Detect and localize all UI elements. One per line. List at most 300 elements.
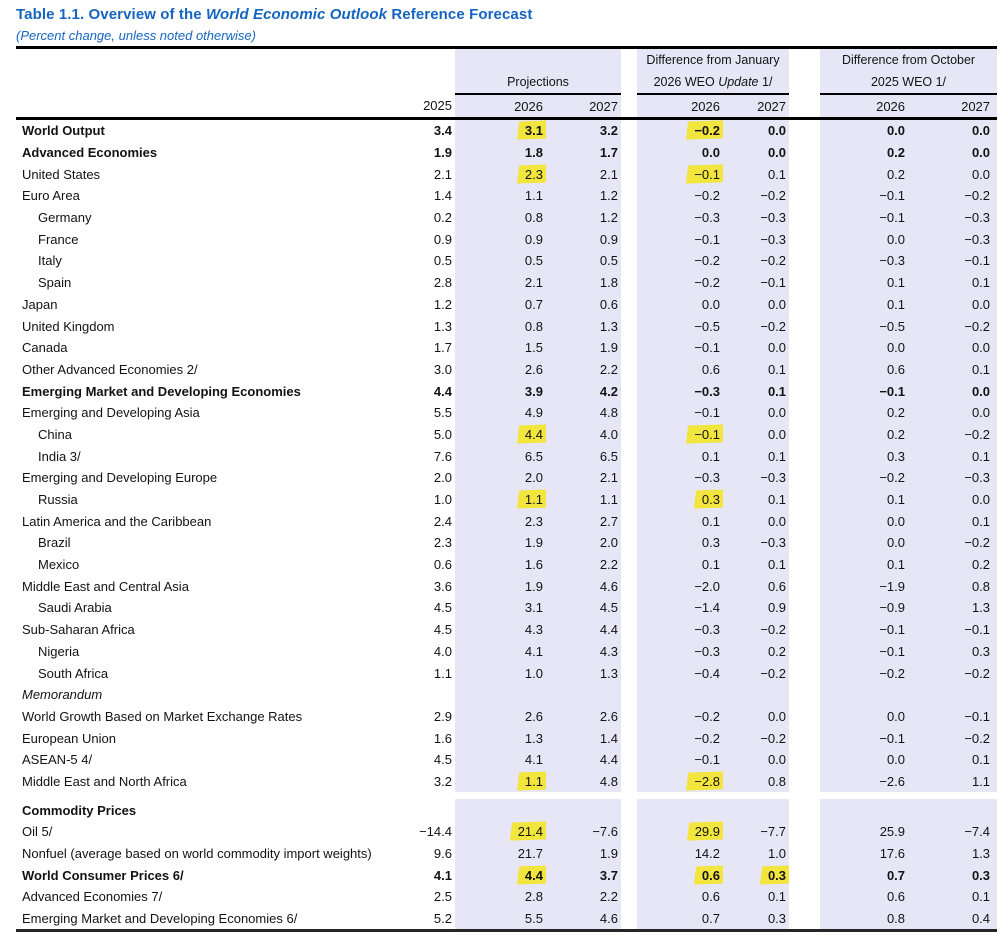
value-cell: 2.2 [546, 886, 621, 908]
value-cell [637, 771, 723, 793]
value-cell: 0.1 [908, 359, 997, 381]
table-row [16, 510, 997, 532]
value-cell [820, 684, 908, 706]
highlight-marker: 3.1 [524, 123, 543, 139]
value-cell: 21.7 [455, 843, 546, 865]
header-empty [16, 71, 390, 94]
value-cell: 4.1 [455, 749, 546, 771]
value-cell: 0.6 [433, 557, 452, 573]
value-cell: −0.2 [723, 185, 789, 207]
value-cell: 0.4 [908, 908, 997, 931]
value-cell: 2.0 [546, 532, 621, 554]
value-cell: 2.3 [433, 535, 452, 551]
column-gap [621, 554, 637, 576]
value-cell: −0.2 [637, 727, 723, 749]
column-gap [789, 684, 820, 706]
value-cell: 0.0 [637, 294, 723, 316]
value-cell: 0.0 [723, 337, 789, 359]
column-gap [621, 48, 637, 72]
value-cell: 0.1 [820, 489, 908, 511]
table-row [16, 684, 997, 706]
value-cell: 0.1 [637, 554, 723, 576]
value-cell: 0.8 [908, 575, 997, 597]
year-2025: 2025 [390, 94, 455, 119]
column-gap [621, 424, 637, 446]
column-gap [789, 864, 820, 886]
row-label: Nigeria [38, 643, 80, 659]
column-gap [789, 749, 820, 771]
column-gap [789, 619, 820, 641]
column-gap [789, 337, 820, 359]
value-cell: 2.1 [546, 163, 621, 185]
value-cell [637, 163, 723, 185]
spacer-cell [390, 792, 455, 799]
row-label: European Union [22, 730, 116, 746]
value-cell: −0.5 [637, 315, 723, 337]
row-label: Commodity Prices [22, 802, 137, 818]
column-gap [789, 641, 820, 663]
row-label: Memorandum [22, 687, 103, 703]
value-cell: 0.1 [908, 445, 997, 467]
value-cell [455, 119, 546, 142]
column-gap [621, 662, 637, 684]
value-cell: 0.0 [908, 119, 997, 142]
value-cell: 2.2 [546, 554, 621, 576]
table-row [16, 119, 997, 142]
value-cell: −0.3 [908, 207, 997, 229]
column-gap [621, 532, 637, 554]
value-cell: −2.0 [637, 575, 723, 597]
value-cell: 0.1 [908, 510, 997, 532]
value-cell: 5.0 [433, 426, 452, 442]
value-cell: 0.1 [908, 886, 997, 908]
value-cell: 5.5 [455, 908, 546, 931]
value-cell: −14.4 [419, 824, 452, 840]
column-gap [621, 749, 637, 771]
value-cell: 0.6 [820, 886, 908, 908]
value-cell: 4.8 [546, 402, 621, 424]
value-cell: 0.0 [820, 119, 908, 142]
row-label: Spain [38, 275, 72, 291]
column-gap [789, 886, 820, 908]
value-cell [637, 864, 723, 886]
value-cell: 0.1 [637, 445, 723, 467]
value-cell: 2.1 [546, 467, 621, 489]
value-cell: 0.1 [723, 489, 789, 511]
highlight-marker: 2.3 [524, 166, 543, 182]
column-gap [789, 163, 820, 185]
column-gap [789, 294, 820, 316]
value-cell: 1.9 [546, 843, 621, 865]
column-gap [621, 843, 637, 865]
value-cell: 0.8 [820, 908, 908, 931]
column-gap [621, 445, 637, 467]
column-gap [621, 71, 637, 94]
table-row [16, 489, 997, 511]
table-row [16, 771, 997, 793]
value-cell [908, 684, 997, 706]
value-cell: 0.0 [908, 294, 997, 316]
value-cell: 4.4 [433, 383, 452, 399]
value-cell: 0.3 [908, 864, 997, 886]
value-cell: 0.8 [723, 771, 789, 793]
value-cell: 0.6 [723, 575, 789, 597]
value-cell: 1.3 [546, 662, 621, 684]
value-cell: 0.0 [908, 142, 997, 164]
value-cell: −0.2 [908, 424, 997, 446]
row-label: Middle East and Central Asia [22, 578, 189, 594]
value-cell: 0.0 [723, 119, 789, 142]
table-row [16, 163, 997, 185]
value-cell: 0.1 [723, 886, 789, 908]
value-cell: 4.8 [546, 771, 621, 793]
value-cell: 2.0 [455, 467, 546, 489]
column-gap [621, 864, 637, 886]
value-cell [455, 821, 546, 843]
value-cell [455, 864, 546, 886]
value-cell: −7.4 [908, 821, 997, 843]
value-cell: 2.6 [455, 706, 546, 728]
value-cell: 0.1 [908, 272, 997, 294]
table-row [16, 142, 997, 164]
row-label: World Consumer Prices 6/ [22, 867, 184, 883]
value-cell: 0.6 [637, 886, 723, 908]
value-cell: 1.0 [433, 492, 452, 508]
year-proj-2026: 2026 [455, 94, 546, 119]
column-gap [789, 799, 820, 821]
value-cell [455, 684, 546, 706]
spacer-cell [908, 792, 997, 799]
column-gap [621, 207, 637, 229]
value-cell [637, 424, 723, 446]
header-empty [16, 94, 390, 119]
table-title-emphasis: World Economic Outlook [206, 6, 388, 23]
value-cell: 0.3 [908, 641, 997, 663]
table-row [16, 185, 997, 207]
column-gap [789, 380, 820, 402]
table-row [16, 727, 997, 749]
value-cell: 2.4 [433, 513, 452, 529]
row-label: Canada [22, 340, 68, 356]
value-cell: −0.2 [908, 185, 997, 207]
value-cell: 1.0 [723, 843, 789, 865]
value-cell: 0.0 [723, 510, 789, 532]
value-cell: 1.3 [546, 315, 621, 337]
table-title-suffix: Reference Forecast [387, 6, 533, 23]
value-cell: 0.9 [455, 228, 546, 250]
column-gap [621, 641, 637, 663]
row-label: United States [22, 166, 101, 182]
year-jan-2027: 2027 [723, 94, 789, 119]
column-gap [789, 402, 820, 424]
value-cell: 4.6 [546, 908, 621, 931]
table-title [16, 6, 1000, 23]
value-cell: 1.7 [433, 340, 452, 356]
column-gap [621, 359, 637, 381]
value-cell: 0.7 [820, 864, 908, 886]
value-cell: 1.9 [433, 145, 452, 161]
column-gap [789, 771, 820, 793]
column-gap [621, 250, 637, 272]
table-row [16, 554, 997, 576]
spacer-cell [455, 792, 546, 799]
column-gap [621, 510, 637, 532]
value-cell: −0.2 [908, 532, 997, 554]
table-title-prefix: Table 1.1. Overview of the [16, 6, 206, 23]
value-cell: −0.1 [820, 380, 908, 402]
value-cell: 4.0 [433, 643, 452, 659]
value-cell: 5.2 [433, 911, 452, 927]
value-cell: 1.0 [455, 662, 546, 684]
column-gap [621, 799, 637, 821]
value-cell [455, 771, 546, 793]
value-cell: −0.2 [723, 619, 789, 641]
year-oct-2027: 2027 [908, 94, 997, 119]
value-cell: 1.2 [546, 207, 621, 229]
column-gap [789, 71, 820, 94]
value-cell: 0.8 [455, 207, 546, 229]
value-cell: 3.7 [546, 864, 621, 886]
row-label: Nonfuel (average based on world commodity import weights) [22, 846, 372, 862]
column-gap [621, 272, 637, 294]
value-cell: 0.0 [908, 337, 997, 359]
value-cell: −0.2 [723, 250, 789, 272]
value-cell: 0.1 [820, 272, 908, 294]
column-gap [789, 489, 820, 511]
header-group-row-2 [16, 71, 997, 94]
table-row [16, 799, 997, 821]
value-cell: 0.6 [820, 359, 908, 381]
value-cell: 1.3 [908, 843, 997, 865]
value-cell: 0.5 [433, 253, 452, 269]
value-cell: −0.2 [723, 662, 789, 684]
value-cell: 0.0 [820, 532, 908, 554]
value-cell [820, 799, 908, 821]
spacer-cell [723, 792, 789, 799]
table-row [16, 315, 997, 337]
value-cell [723, 684, 789, 706]
row-label: South Africa [38, 665, 109, 681]
value-cell [546, 684, 621, 706]
value-cell: 1.1 [908, 771, 997, 793]
column-gap [621, 886, 637, 908]
forecast-table [16, 46, 997, 932]
value-cell: 0.1 [723, 554, 789, 576]
header-empty [390, 71, 455, 94]
value-cell: 4.5 [433, 600, 452, 616]
column-gap [789, 119, 820, 142]
value-cell: 3.4 [433, 123, 452, 139]
column-gap [789, 315, 820, 337]
value-cell: −0.1 [637, 228, 723, 250]
value-cell [637, 119, 723, 142]
highlight-marker: 4.4 [524, 867, 543, 883]
column-gap [789, 706, 820, 728]
value-cell: 0.9 [546, 228, 621, 250]
value-cell: −0.5 [820, 315, 908, 337]
row-label: Japan [22, 296, 58, 312]
column-gap [621, 821, 637, 843]
value-cell: 4.1 [433, 867, 452, 883]
column-gap [789, 662, 820, 684]
row-label: Brazil [38, 535, 71, 551]
highlight-marker: 29.9 [694, 824, 720, 840]
value-cell: −0.3 [637, 619, 723, 641]
value-cell: −7.7 [723, 821, 789, 843]
value-cell: 4.5 [546, 597, 621, 619]
value-cell: 2.5 [433, 889, 452, 905]
table-row [16, 532, 997, 554]
value-cell: 4.4 [546, 619, 621, 641]
value-cell: 1.1 [433, 665, 452, 681]
value-cell: 1.8 [455, 142, 546, 164]
value-cell: 2.0 [433, 470, 452, 486]
value-cell: −0.1 [637, 402, 723, 424]
value-cell: −0.1 [820, 641, 908, 663]
row-label: Saudi Arabia [38, 600, 112, 616]
value-cell: 3.0 [433, 361, 452, 377]
row-label: Advanced Economies 7/ [22, 889, 163, 905]
value-cell: 0.3 [637, 532, 723, 554]
section-spacer-row [16, 792, 997, 799]
row-label: Emerging Market and Developing Economies [22, 383, 301, 399]
value-cell: 7.6 [433, 448, 452, 464]
value-cell: 1.3 [908, 597, 997, 619]
spacer-cell [621, 792, 637, 799]
value-cell: 1.3 [455, 727, 546, 749]
row-label: United Kingdom [22, 318, 115, 334]
value-cell [637, 684, 723, 706]
value-cell [455, 489, 546, 511]
value-cell: −0.1 [637, 337, 723, 359]
value-cell: 3.2 [433, 773, 452, 789]
column-gap [789, 185, 820, 207]
column-gap [621, 489, 637, 511]
value-cell: 4.2 [546, 380, 621, 402]
header-years-row [16, 94, 997, 119]
value-cell: 2.1 [433, 166, 452, 182]
value-cell: −0.1 [820, 207, 908, 229]
column-gap [621, 380, 637, 402]
value-cell [908, 799, 997, 821]
value-cell: −0.1 [637, 749, 723, 771]
value-cell [723, 799, 789, 821]
value-cell: −0.2 [637, 706, 723, 728]
value-cell: 1.9 [546, 337, 621, 359]
row-label: Middle East and North Africa [22, 773, 187, 789]
value-cell [637, 489, 723, 511]
value-cell: 1.1 [546, 489, 621, 511]
table-header [16, 48, 997, 119]
value-cell: −0.4 [637, 662, 723, 684]
value-cell [390, 684, 455, 706]
value-cell: 0.0 [820, 749, 908, 771]
year-oct-2026: 2026 [820, 94, 908, 119]
value-cell: −0.3 [820, 250, 908, 272]
row-label: Mexico [38, 557, 80, 573]
value-cell: −0.2 [723, 315, 789, 337]
value-cell [455, 799, 546, 821]
table-row [16, 641, 997, 663]
value-cell [637, 821, 723, 843]
value-cell: −0.2 [637, 185, 723, 207]
value-cell: 3.2 [546, 119, 621, 142]
table-row [16, 619, 997, 641]
row-label: World Growth Based on Market Exchange Rates [22, 708, 303, 724]
table-row [16, 380, 997, 402]
value-cell: 1.6 [455, 554, 546, 576]
value-cell: −0.3 [908, 228, 997, 250]
header-projections-label: Projections [455, 71, 621, 94]
header-jan-pre: 2026 WEO [653, 75, 719, 89]
table-row [16, 575, 997, 597]
value-cell: 25.9 [820, 821, 908, 843]
row-label: China [38, 426, 72, 442]
value-cell: 1.9 [455, 532, 546, 554]
value-cell: 4.5 [433, 752, 452, 768]
value-cell: −0.2 [908, 315, 997, 337]
column-gap [621, 597, 637, 619]
value-cell: −2.6 [820, 771, 908, 793]
highlight-marker: 1.1 [524, 492, 543, 508]
value-cell: 5.5 [433, 405, 452, 421]
value-cell: 0.8 [455, 315, 546, 337]
column-gap [621, 402, 637, 424]
table-row [16, 843, 997, 865]
value-cell: 0.1 [637, 510, 723, 532]
row-label: World Output [22, 123, 105, 139]
header-jan-post: 1/ [758, 75, 773, 89]
value-cell: 4.3 [455, 619, 546, 641]
column-gap [621, 467, 637, 489]
column-gap [789, 575, 820, 597]
value-cell: 0.0 [908, 163, 997, 185]
column-gap [621, 315, 637, 337]
value-cell: 0.1 [820, 554, 908, 576]
column-gap [621, 771, 637, 793]
value-cell: 1.8 [546, 272, 621, 294]
value-cell: 4.6 [546, 575, 621, 597]
value-cell: −0.3 [723, 228, 789, 250]
header-jan-diff-line2 [637, 71, 789, 94]
value-cell: −0.2 [637, 250, 723, 272]
year-jan-2026: 2026 [637, 94, 723, 119]
value-cell: −1.9 [820, 575, 908, 597]
column-gap [621, 94, 637, 119]
value-cell: 14.2 [637, 843, 723, 865]
value-cell: 0.0 [723, 706, 789, 728]
value-cell: 2.2 [546, 359, 621, 381]
value-cell: 0.0 [908, 380, 997, 402]
value-cell: 2.6 [546, 706, 621, 728]
row-label: India 3/ [38, 448, 81, 464]
highlight-marker: 21.4 [517, 824, 543, 840]
table-row [16, 749, 997, 771]
column-gap [789, 250, 820, 272]
column-gap [789, 48, 820, 72]
spacer-cell [789, 792, 820, 799]
table-row [16, 821, 997, 843]
header-oct-diff-line2: 2025 WEO 1/ [820, 71, 997, 94]
column-gap [789, 821, 820, 843]
spacer-cell [16, 792, 390, 799]
value-cell: 4.4 [546, 749, 621, 771]
value-cell: −0.1 [820, 727, 908, 749]
row-label: ASEAN-5 4/ [22, 752, 93, 768]
spacer-cell [546, 792, 621, 799]
header-group-row-1 [16, 48, 997, 72]
row-label: Emerging and Developing Asia [22, 405, 200, 421]
